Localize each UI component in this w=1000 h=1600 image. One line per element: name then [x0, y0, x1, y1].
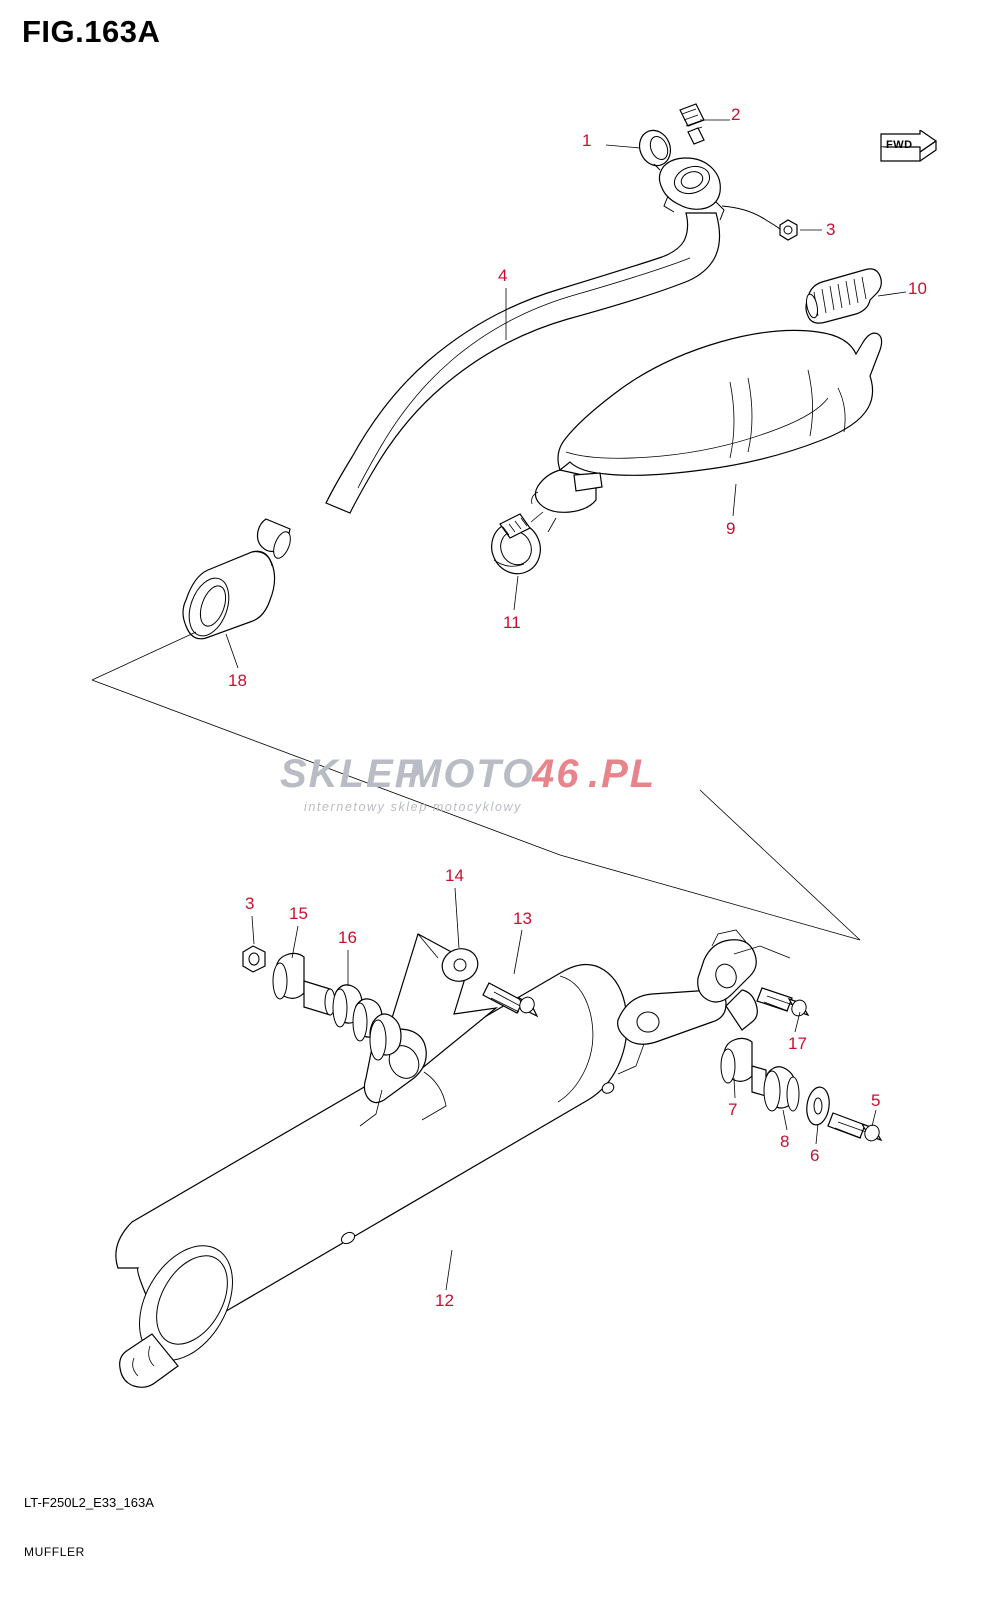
callout-5: 5 — [871, 1091, 881, 1110]
part-17-bolt — [757, 988, 809, 1018]
callout-17: 17 — [788, 1034, 807, 1053]
callout-3-bottom: 3 — [245, 894, 255, 913]
callout-16: 16 — [338, 928, 357, 947]
fwd-direction-marker — [880, 130, 938, 164]
section-break-line-mid — [92, 680, 560, 855]
part-9-muffler-body — [531, 330, 882, 532]
footer-model-code: LT-F250L2_E33_163A — [24, 1495, 154, 1510]
callout-8: 8 — [780, 1132, 790, 1151]
part-3-nut-bottom — [243, 946, 265, 972]
part-7-collar — [721, 1038, 766, 1096]
canister-right-bracket — [618, 990, 726, 1074]
callout-7: 7 — [728, 1100, 738, 1119]
part-18-connector-tube — [182, 551, 275, 641]
part-16-bushings — [333, 985, 401, 1060]
callout-15: 15 — [289, 904, 308, 923]
callout-2: 2 — [731, 105, 741, 124]
callout-13: 13 — [513, 909, 532, 928]
watermark-pl: .PL — [588, 752, 657, 796]
part-11-hose-clamp — [483, 514, 548, 582]
part-6-washer — [804, 1086, 831, 1127]
callout-4: 4 — [498, 266, 508, 285]
callout-1: 1 — [582, 131, 592, 150]
callout-12: 12 — [435, 1291, 454, 1310]
part-3-nut-top — [780, 220, 797, 240]
part-10-clamp-band — [805, 269, 882, 323]
part-2-spring — [680, 104, 704, 144]
section-break-line-left — [92, 632, 196, 680]
callout-11: 11 — [503, 613, 521, 632]
callout-3-top: 3 — [826, 220, 836, 239]
part-5-bolt — [828, 1113, 882, 1143]
footer-figure-name: MUFFLER — [24, 1545, 85, 1559]
exhaust-pipe-flange — [654, 158, 724, 220]
page-title: FIG.163A — [22, 14, 161, 49]
callout-14: 14 — [445, 866, 464, 885]
part-15-mount-sleeve — [273, 953, 335, 1015]
watermark-subtitle: internetowy sklep motocyklowy — [304, 800, 522, 814]
watermark-46: 46 — [532, 752, 581, 796]
watermark-sklep: SKLEP — [280, 752, 424, 796]
part-8-bushing — [764, 1067, 799, 1111]
callout-9: 9 — [726, 519, 736, 538]
fwd-label: FWD — [886, 139, 913, 151]
callout-10: 10 — [908, 279, 927, 298]
flange-bracket-arm — [722, 206, 780, 229]
callout-6: 6 — [810, 1146, 820, 1165]
watermark-moto: MOTO — [408, 752, 536, 796]
callout-18: 18 — [228, 671, 247, 690]
